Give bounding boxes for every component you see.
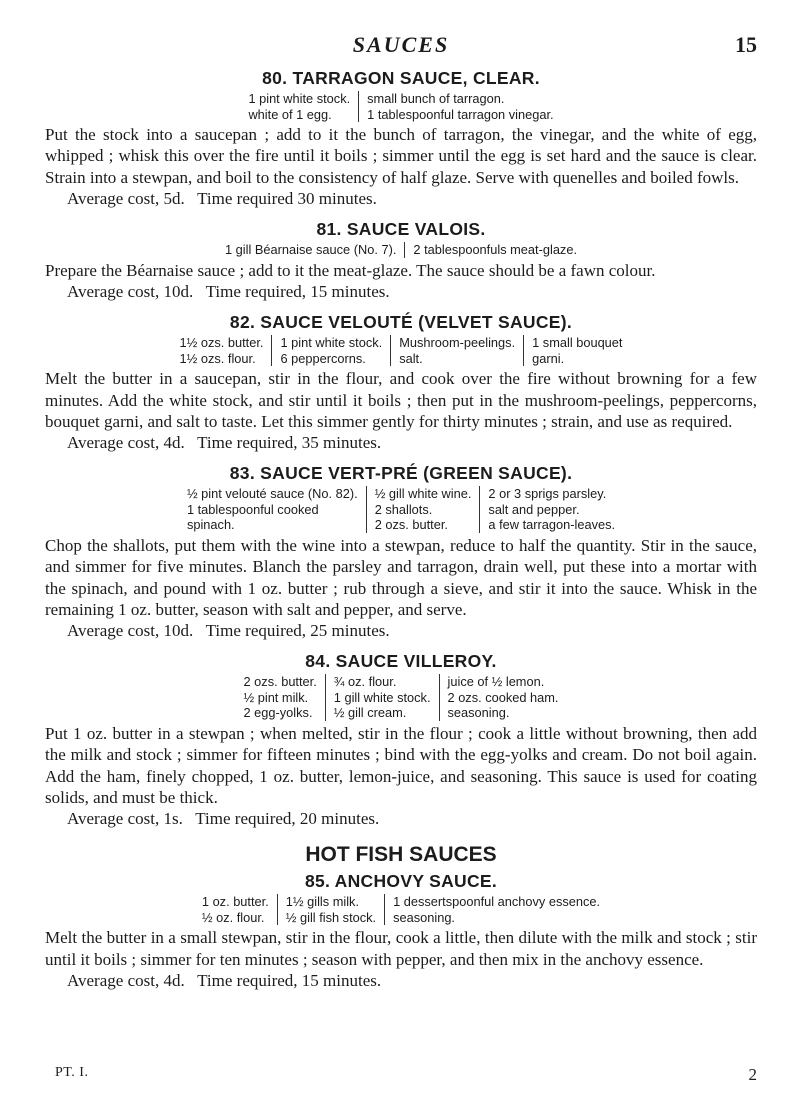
recipe-title: 81. SAUCE VALOIS. xyxy=(316,219,486,240)
ingredient-item: 1½ ozs. butter. xyxy=(179,335,264,351)
ingredient-item: 2 ozs. butter. xyxy=(374,517,448,533)
recipe-method: Melt the butter in a saucepan, stir in the flour, and cook over the fire without browning for a few minutes. Add the white stock, and stir until it boils ; then put in the mushroom-peelings, peppercorns, bouquet garni, and salt to taste. Let this simmer gently for thirty minutes ; strain, and use as required. xyxy=(45,369,757,431)
running-head: SAUCES xyxy=(352,32,450,57)
ingredient-column xyxy=(358,91,561,122)
ingredient-column xyxy=(217,242,404,258)
recipe-method: Put the stock into a saucepan ; add to it the bunch of tarragon, the vinegar, and the white of egg, whipped ; whisk this over the fire until it boils ; simmer until the egg is set hard and the sauce is clear. Strain into a stewpan, and boil to the consistency of half glaze. Serve with quenelles and boiled fowls. xyxy=(45,125,757,187)
ingredient-item: ¾ oz. flour. xyxy=(333,674,397,690)
ingredient-item: Mushroom-peelings. xyxy=(399,335,516,351)
ingredient-column xyxy=(236,674,325,721)
recipe xyxy=(45,651,757,829)
ingredient-item: 2 or 3 sprigs parsley. xyxy=(488,486,607,502)
ingredient-list xyxy=(45,894,757,925)
page-header xyxy=(45,32,757,62)
recipe-method: Chop the shallots, put them with the wine into a stewpan, reduce to half the quantity. Stir in the sauce, and simmer for five minutes. Blanch the parsley and tarragon, drain well, put these into a mortar with the spinach, and pound with 1 oz. butter ; rub through a sieve, and stir it into the sauce. Whisk in the remaining 1 oz. butter, season with salt and pepper, and serve. xyxy=(45,535,757,619)
ingredient-item: 2 ozs. butter. xyxy=(243,674,317,690)
ingredient-item: seasoning. xyxy=(393,909,455,925)
recipe-cost-time: Average cost, 4d. Time required, 15 minutes. xyxy=(67,971,382,991)
ingredient-column xyxy=(277,894,384,925)
recipe-method: Put 1 oz. butter in a stewpan ; when melted, stir in the flour ; cook a little without browning, then add the milk and stock ; simmer for fifteen minutes ; bind with the egg-yolks and cream. Do not boil again. Add the ham, finely chopped, 1 oz. butter, lemon-juice, and seasoning. This sauce is used for coating solids, and must be thick. xyxy=(45,723,757,807)
recipe xyxy=(45,219,757,302)
ingredient-item: spinach. xyxy=(186,517,235,533)
ingredient-item: juice of ½ lemon. xyxy=(447,674,545,690)
recipe-cost-time: Average cost, 10d. Time required, 15 minutes. xyxy=(67,281,390,301)
ingredient-column xyxy=(325,674,439,721)
ingredient-item: 2 ozs. cooked ham. xyxy=(447,689,559,705)
ingredient-item: 1 pint white stock. xyxy=(280,335,383,351)
ingredient-item: 6 peppercorns. xyxy=(280,350,366,366)
signature-number: 2 xyxy=(748,1065,757,1084)
recipe-list xyxy=(45,68,757,829)
page xyxy=(45,32,757,991)
ingredient-item: ½ gill white wine. xyxy=(374,486,472,502)
ingredient-item: ½ gill cream. xyxy=(333,705,407,721)
ingredient-item: ½ pint velouté sauce (No. 82). xyxy=(186,486,358,502)
ingredient-column xyxy=(390,335,523,366)
ingredient-column xyxy=(194,894,277,925)
recipe xyxy=(45,463,757,641)
ingredient-item: white of 1 egg. xyxy=(248,106,332,122)
ingredient-column xyxy=(439,674,567,721)
recipe-title: 84. SAUCE VILLEROY. xyxy=(305,651,497,672)
ingredient-item: 2 shallots. xyxy=(374,501,433,517)
ingredient-list xyxy=(45,486,757,533)
ingredient-item: garni. xyxy=(532,350,565,366)
ingredient-item: 1½ ozs. flour. xyxy=(179,350,256,366)
ingredient-column xyxy=(366,486,480,533)
ingredient-item: 1 gill white stock. xyxy=(333,689,431,705)
ingredient-list xyxy=(45,242,757,258)
ingredient-list xyxy=(45,91,757,122)
ingredient-item: 1 small bouquet xyxy=(532,335,623,351)
recipe-title: 83. SAUCE VERT-PRÉ (GREEN SAUCE). xyxy=(229,463,573,484)
ingredient-item: 1 gill Béarnaise sauce (No. 7). xyxy=(224,242,397,258)
section-title: HOT FISH SAUCES xyxy=(305,843,497,867)
recipe xyxy=(45,312,757,453)
recipe-method: Prepare the Béarnaise sauce ; add to it the meat-glaze. The sauce should be a fawn colour. xyxy=(45,260,656,280)
recipe-cost-time: Average cost, 4d. Time required, 35 minutes. xyxy=(67,433,382,453)
ingredient-list xyxy=(45,335,757,366)
ingredient-column xyxy=(384,894,608,925)
recipe-title: 85. ANCHOVY SAUCE. xyxy=(304,871,498,892)
ingredient-column xyxy=(172,335,272,366)
ingredient-item: 1 tablespoonful tarragon vinegar. xyxy=(367,106,554,122)
ingredient-item: salt. xyxy=(399,350,423,366)
ingredient-item: salt and pepper. xyxy=(488,501,580,517)
recipe xyxy=(45,871,757,991)
ingredient-column xyxy=(479,486,623,533)
ingredient-column xyxy=(404,242,585,258)
section-recipe xyxy=(45,871,757,991)
recipe-title: 80. TARRAGON SAUCE, CLEAR. xyxy=(262,68,540,88)
ingredient-item: 1 tablespoonful cooked xyxy=(186,501,319,517)
ingredient-item: seasoning. xyxy=(447,705,510,721)
ingredient-item: 1 pint white stock. xyxy=(248,91,351,106)
recipe-cost-time: Average cost, 5d. Time required 30 minutes. xyxy=(67,188,377,208)
ingredient-list xyxy=(45,674,757,721)
ingredient-item: 2 tablespoonfuls meat-glaze. xyxy=(413,242,578,258)
ingredient-column xyxy=(240,91,358,122)
signature-mark: PT. I. xyxy=(55,1065,89,1080)
ingredient-column xyxy=(271,335,390,366)
ingredient-item: small bunch of tarragon. xyxy=(367,91,505,106)
ingredient-item: 1 oz. butter. xyxy=(201,894,269,910)
ingredient-item: 1 dessertspoonful anchovy essence. xyxy=(393,894,601,910)
ingredient-item: ½ gill fish stock. xyxy=(285,909,377,925)
recipe-title: 82. SAUCE VELOUTÉ (VELVET SAUCE). xyxy=(229,312,573,333)
ingredient-column xyxy=(523,335,630,366)
ingredient-item: a few tarragon-leaves. xyxy=(488,517,616,533)
ingredient-item: 2 egg-yolks. xyxy=(243,705,313,721)
recipe-cost-time: Average cost, 10d. Time required, 25 minutes. xyxy=(67,621,390,641)
recipe xyxy=(45,68,757,209)
recipe-cost-time: Average cost, 1s. Time required, 20 minutes. xyxy=(67,809,380,829)
ingredient-item: ½ oz. flour. xyxy=(201,909,265,925)
ingredient-column xyxy=(179,486,366,533)
ingredient-item: 1½ gills milk. xyxy=(285,894,360,910)
section-hot-fish-sauces xyxy=(45,843,757,991)
ingredient-item: ½ pint milk. xyxy=(243,689,309,705)
page-number: 15 xyxy=(735,32,757,57)
recipe-method: Melt the butter in a small stewpan, stir in the flour, cook a little, then dilute with the milk and stock ; stir until it boils ; simmer for ten minutes ; season with pepper, and then mix in the anchovy essence. xyxy=(45,928,757,969)
